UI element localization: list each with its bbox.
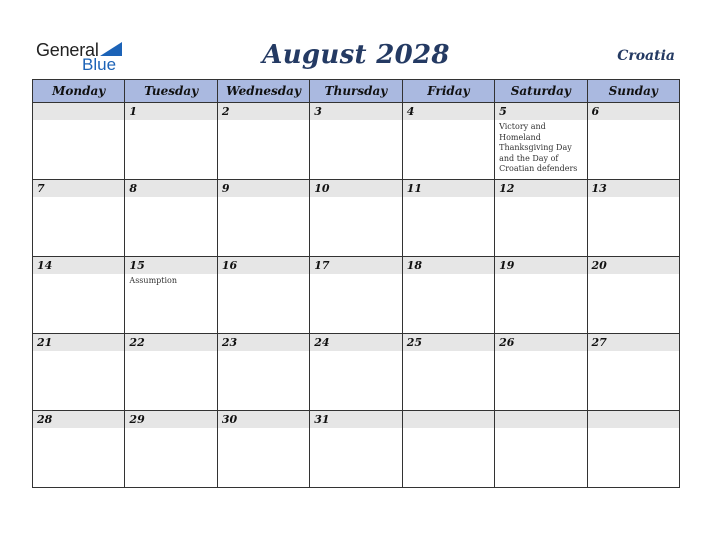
day-cell[interactable] [402, 103, 494, 180]
day-number: 8 [129, 182, 138, 195]
weekday-sunday: Sunday [587, 80, 679, 103]
day-cell[interactable] [125, 334, 217, 411]
day-cell[interactable] [495, 103, 587, 180]
day-number-band [310, 103, 401, 120]
day-number-band [33, 180, 124, 197]
day-cell[interactable] [587, 103, 679, 180]
day-number: 10 [314, 182, 330, 195]
weekday-wednesday: Wednesday [217, 80, 309, 103]
day-cell[interactable] [587, 257, 679, 334]
day-number: 17 [314, 259, 330, 272]
day-number: 12 [499, 182, 515, 195]
day-cell[interactable] [587, 334, 679, 411]
week-row [33, 180, 680, 257]
holiday-event: Assumption [129, 276, 178, 285]
day-number-band [33, 257, 124, 274]
weekday-monday: Monday [33, 80, 125, 103]
day-cell[interactable] [217, 334, 309, 411]
day-number-band [125, 334, 216, 351]
holiday-event: Victory and Homeland Thanksgiving Day and the Day of Croatian defenders [499, 122, 578, 173]
day-cell[interactable] [33, 257, 125, 334]
day-cell[interactable] [125, 180, 217, 257]
day-cell[interactable] [125, 411, 217, 488]
day-cell[interactable] [33, 103, 125, 180]
day-number-band [310, 180, 401, 197]
weekday-header-row [33, 80, 680, 103]
day-number: 23 [221, 336, 238, 349]
day-number: 6 [591, 105, 600, 118]
day-number: 11 [406, 182, 422, 195]
day-number-band [588, 257, 679, 274]
day-number: 29 [129, 413, 145, 426]
day-number-band [218, 334, 309, 351]
day-number: 2 [221, 105, 230, 118]
day-number-band [310, 411, 401, 428]
day-number: 15 [129, 259, 145, 272]
day-number: 16 [221, 259, 238, 272]
day-number: 25 [406, 336, 422, 349]
day-number: 9 [221, 182, 230, 195]
day-number-band [495, 180, 586, 197]
day-number-band [33, 334, 124, 351]
day-cell[interactable] [310, 411, 402, 488]
day-number-band [495, 334, 586, 351]
day-number-band [310, 334, 401, 351]
day-number: 28 [37, 413, 53, 426]
day-cell[interactable] [402, 257, 494, 334]
day-number-band [495, 103, 586, 120]
day-number: 30 [221, 413, 238, 426]
day-number-band [125, 257, 216, 274]
weekday-tuesday: Tuesday [125, 80, 217, 103]
day-number-band [125, 180, 216, 197]
day-number: 7 [37, 182, 45, 195]
day-cell[interactable] [217, 411, 309, 488]
calendar-body [33, 103, 680, 488]
day-cell[interactable] [587, 180, 679, 257]
day-cell[interactable] [217, 103, 309, 180]
day-number: 4 [406, 105, 415, 118]
day-number: 5 [499, 105, 507, 118]
week-row [33, 103, 680, 180]
brand-general-text: General [36, 40, 99, 60]
day-number-band [218, 411, 309, 428]
day-number: 3 [314, 105, 322, 118]
day-cell[interactable] [33, 180, 125, 257]
day-cell[interactable] [33, 334, 125, 411]
day-number-band [495, 257, 586, 274]
day-number: 19 [499, 259, 515, 272]
day-cell[interactable] [310, 103, 402, 180]
day-number-band [495, 411, 586, 428]
brand-blue-text: Blue [82, 55, 117, 74]
day-number: 31 [314, 413, 330, 426]
week-row [33, 334, 680, 411]
day-cell[interactable] [310, 334, 402, 411]
week-row [33, 411, 680, 488]
day-number-band [588, 411, 679, 428]
day-number-band [403, 257, 494, 274]
day-cell[interactable] [402, 411, 494, 488]
day-number: 1 [129, 105, 138, 118]
day-number-band [403, 103, 494, 120]
day-cell[interactable] [495, 180, 587, 257]
day-cell[interactable] [217, 257, 309, 334]
day-number: 27 [591, 336, 607, 349]
calendar-title: August 2028 [262, 40, 450, 70]
day-cell[interactable] [125, 103, 217, 180]
week-row [33, 257, 680, 334]
day-number-band [33, 103, 124, 120]
day-number: 21 [37, 336, 53, 349]
day-number-band [588, 180, 679, 197]
weekday-thursday: Thursday [310, 80, 402, 103]
day-number-band [218, 103, 309, 120]
day-cell[interactable] [217, 180, 309, 257]
day-number-band [125, 103, 216, 120]
day-cell[interactable] [33, 411, 125, 488]
day-number: 20 [591, 259, 607, 272]
day-cell[interactable] [125, 257, 217, 334]
day-number-band [588, 334, 679, 351]
day-number: 26 [499, 336, 515, 349]
day-number-band [218, 180, 309, 197]
day-cell[interactable] [587, 411, 679, 488]
day-number-band [125, 411, 216, 428]
day-cell[interactable] [495, 257, 587, 334]
calendar-grid [32, 79, 680, 488]
day-number-band [310, 257, 401, 274]
day-cell[interactable] [495, 334, 587, 411]
day-cell[interactable] [402, 180, 494, 257]
day-number: 14 [37, 259, 53, 272]
day-cell[interactable] [310, 257, 402, 334]
day-cell[interactable] [310, 180, 402, 257]
day-cell[interactable] [402, 334, 494, 411]
day-number: 13 [591, 182, 607, 195]
country-label: Croatia [617, 48, 675, 64]
weekday-saturday: Saturday [495, 80, 587, 103]
day-number-band [403, 334, 494, 351]
day-number-band [588, 103, 679, 120]
day-number: 22 [129, 336, 145, 349]
day-number-band [403, 180, 494, 197]
weekday-friday: Friday [402, 80, 494, 103]
day-number: 18 [406, 259, 422, 272]
day-number-band [218, 257, 309, 274]
day-number-band [33, 411, 124, 428]
day-cell[interactable] [495, 411, 587, 488]
day-number: 24 [314, 336, 330, 349]
day-number-band [403, 411, 494, 428]
